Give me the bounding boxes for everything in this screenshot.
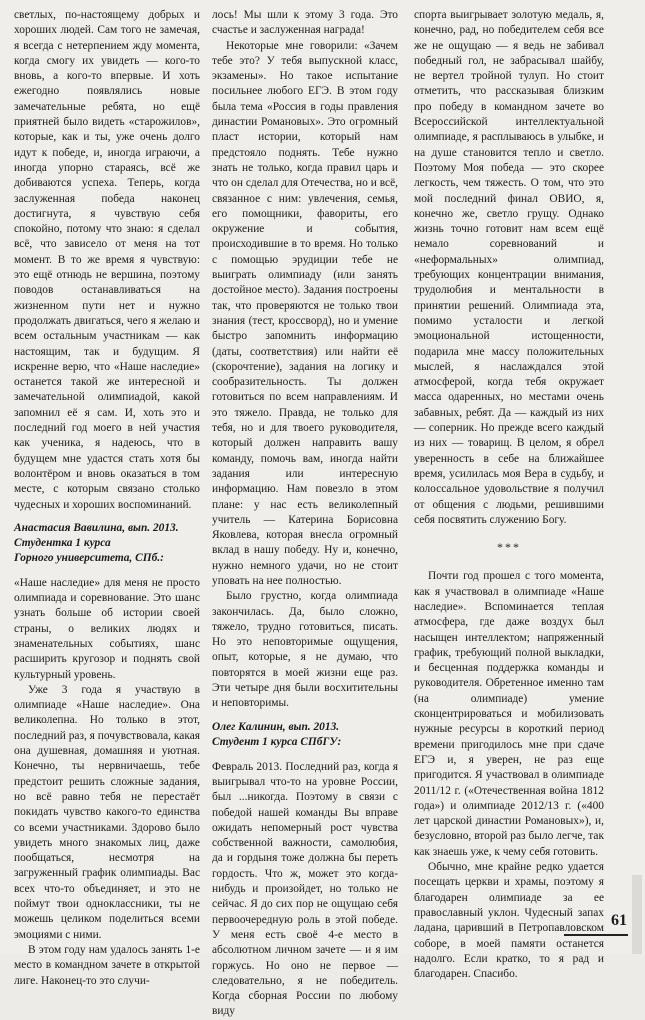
text-column-2 — [212, 8, 398, 1020]
text-column-1 — [14, 8, 200, 989]
section-separator: *** — [497, 540, 521, 555]
paragraph: «Наше наследие» для меня не просто олимпиада и соревнование. Это шанс узнать больше об истории своей страны, о великих людях и знаменательных событиях, шанс расширить кругозор и поднять свой культурный уровень. — [14, 576, 200, 681]
margin-shade — [632, 875, 642, 954]
paragraph: Некоторые мне говорили: «Зачем тебе это? У тебя выпускной класс, экзамены». Но такое испытание посильнее любого ЕГЭ. В этом году была тема «Россия в годы правления династии Романовых». Это огромный пласт истории, который нам предстояло поднять. Тебе нужно знать не только, когда правил царь и что он сделал для Отечества, но и всё, связанное с ним: увлечения, семья, его помощники, фавориты, его окружение и события, происходившие в то время. Но только с помощью эрудиции тебе не выиграть олимпиаду (или занять достойное место). Задания построены так, что проверяются не только твои знания (тест, кроссворд), но и умение быстро запомнить информацию (даты, соответствия) или найти её (скорочтение), задания на логику и сообразительность. Ты должен готовиться по всем направлениям. И это тяжело. Правда, не только для тебя, но и для твоего руководителя, который должен направить вашу команду, помочь вам, иногда найти задания или интересную информацию. Нам повезло в этом плане: у нас есть великолепный учитель — Катерина Борисовна Яковлева, которая внесла огромный вклад в нашу победу. Ну и, конечно, нужно немного удачи, но не стоит уповать на нее полностью. — [212, 39, 398, 587]
author-status: Студентка 1 курса — [14, 536, 111, 549]
paragraph: спорта выигрывает золотую медаль, я, конечно, рад, но победителем себя все же не ощущаю — я ведь не забивал победный гол, не забрасывал шайбу, не вертел тройной тулуп. Но стоит отметить, что рассказывая близким про победу в командном зачете во Всероссийской интеллектуальной олимпиаде, я расплываюсь в улыбке, и на душе становится тепло и светло. Поэтому Моя победа — это скорее легкость, чем тяжесть. О том, что это мой последний финал ОВИО, я, конечно же, светло грущу. Однако жизнь точно готовит нам всем ещё немало соревнований и «неформальных» олимпиад, требующих концентрации внимания, трудолюбия и ментальности в принятии решений. Олимпиада эта, помимо усталости и легкой эмоциональной истощенности, подарила мне массу положительных мыслей, я наслаждался этой атмосферой, когда тебя окружает масса одаренных, но местами очень забавных, ребят. Да — каждый из них — соперник. Но прежде всего каждый из них — товарищ. В целом, я обрел уверенность в себе на ближайшее время, усилилась моя Вера в судьбу, и колоссальное удовольствие я получил от общения с людьми, решившими себя посвятить служению Богу. — [414, 9, 604, 526]
paragraph: лось! Мы шли к этому 3 года. Это счастье и заслуженная награда! — [212, 9, 398, 37]
paragraph: Обычно, мне крайне редко удается посещать церкви и храмы, поэтому я благодарен олимпиаде за ее православный уклон. Чудесный запах ладана, царивший в Петропавловском соборе, в моей памяти останется надолго. Если кратко, то я рад и благодарен. Спасибо. — [414, 861, 604, 981]
author-signature — [14, 521, 200, 566]
author-name: Анастасия Вавилина, вып. 2013. — [14, 521, 179, 534]
author-status: Студент 1 курса СПбГУ: — [212, 735, 342, 748]
text-column-3 — [414, 8, 604, 982]
paragraph: Уже 3 года я участвую в олимпиаде «Наше наследие». Она великолепна. Но только в этот, последний раз, я почувствовала, какая она душевная, домашняя и уютная. Конечно, ты нервничаешь, тебе предстоит решить сложные задания, но всё равно тебя не перестаёт покидать чувство какого-то единства со всеми участниками. Здорово было увидеть много знакомых лиц, даже пообщаться, несмотря на загруженный график олимпиады. Вас всех что-то объединяет, и это не поймут твои одноклассники, ты не можешь целиком поделиться всеми эмоциями с ними. — [14, 683, 200, 941]
paragraph: Было грустно, когда олимпиада закончилась. Да, было сложно, тяжело, трудно готовиться, писать. Но это неповторимые ощущения, опыт, которые, я не думаю, что повторятся в моей жизни еще раз. Эти четыре дня были восхитительны и неповторимы. — [212, 590, 398, 710]
author-signature — [212, 720, 398, 750]
page-number: 61 — [611, 912, 627, 929]
author-name: Олег Калинин, вып. 2013. — [212, 720, 340, 733]
author-institution: Горного университета, СПб.: — [14, 551, 164, 564]
paragraph: Февраль 2013. Последний раз, когда я выигрывал что-то на уровне России, был ...никогда. Поэтому в связи с победой нашей команды Вы вправе ожидать непомерный рост чувства собственной важности, самолюбия, да и гордыня тоже должна бы переть гордость. Что ж, может это когда-нибудь и произойдет, но только не сейчас. Я до сих пор не ощущаю себя первоочередную роль в этой победе. У меня есть своё 4-е место в абсолютном личном зачете — и я им горжусь. Но оно не первое — следовательно, я не победитель. Когда сборная России по любому виду — [212, 760, 398, 1018]
paragraph: Почти год прошел с того момента, как я участвовал в олимпиаде «Наше наследие». Вспоминается теплая атмосфера, где даже воздух был насыщен интеллектом; напряженный график, требующий полной выкладки, и бесценная поддержка команды и руководителя. Обретенное именно там (на олимпиаде) умение сконцентрироваться и мобилизовать нужные ресурсы в короткий период времени пригодилось мне при сдаче ЕГЭ и, я уверен, не раз еще пригодится. Я участвовал в олимпиаде 2011/12 г. («Отечественная война 1812 года») и олимпиаде 2012/13 г. («400 лет царской династии Романовых»), и, безусловно, второй раз было легче, так как знаешь уже, к чему себя готовить. — [414, 570, 604, 858]
paragraph: В этом году нам удалось занять 1-е место в командном зачете в открытой лиге. Наконец-то это случи- — [14, 943, 200, 987]
page-number-rule — [564, 934, 628, 936]
paragraph: светлых, по-настоящему добрых и хороших людей. Сам того не замечая, я всегда с нетерпением жду момента, когда смогу их увидеть — кого-то вновь, а кого-то впервые. И хоть ежегодно появлялись новые замечательные ребята, но ещё приятней было видеть «старожилов», которые, как и ты, уже очень долго идут к победе, и, иногда играючи, а иногда упорно стараясь, всё же добиваются успеха. Теперь, когда заслуженная победа наконец достигнута, я чувствую себя спокойно, потому что знаю: я сделал всё, что зависело от меня на тот момент. В то же время я чувствую: это ещё отнюдь не вершина, поэтому поводов останавливаться на жизненном пути нет и нужно продолжать двигаться, чего я желаю и всем остальным участникам — как настоящим, так и будущим. Я искренне верю, что «Наше наследие» останется такой же интересной и замечательной олимпиадой, какой запомнил её я сам. И, хоть это и последний год моего в ней участия как ученика, я надеюсь, что в будущем мне удастся стать хотя бы волонтёром и вновь оказаться в том месте, с которым связано столько чудесных и хороших воспоминаний. — [14, 9, 200, 511]
